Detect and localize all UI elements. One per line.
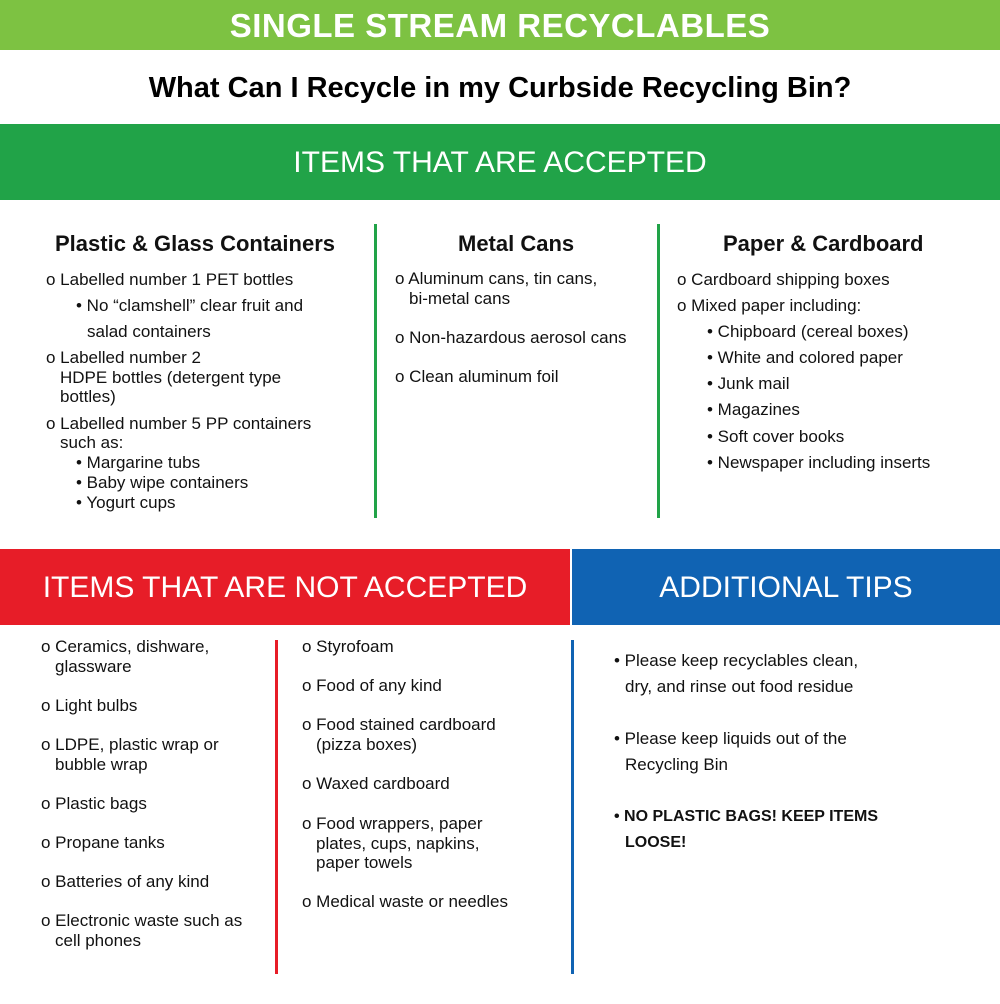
list-item: o Waxed cardboard	[302, 774, 450, 793]
list-item: o Ceramics, dishware,	[41, 637, 210, 656]
list-item: o Labelled number 1 PET bottles	[46, 270, 294, 289]
column-divider	[275, 640, 278, 974]
list-item: o Styrofoam	[302, 637, 394, 656]
list-item: • Chipboard (cereal boxes)	[707, 322, 909, 341]
list-item: HDPE bottles (detergent type	[60, 368, 282, 387]
list-item: • Newspaper including inserts	[707, 453, 931, 472]
paper-cardboard-title: Paper & Cardboard	[723, 231, 924, 256]
list-item: o Non-hazardous aerosol cans	[395, 328, 627, 347]
plastic-glass-title: Plastic & Glass Containers	[55, 231, 335, 256]
page-subtitle: What Can I Recycle in my Curbside Recycling Bin?	[148, 72, 852, 104]
list-item: o Medical waste or needles	[302, 892, 509, 911]
tip-item: • Please keep liquids out of the	[614, 729, 847, 748]
list-item: o Labelled number 2	[46, 348, 202, 367]
list-item: glassware	[55, 657, 132, 676]
list-item: o Labelled number 5 PP containers	[46, 414, 312, 433]
list-item: (pizza boxes)	[316, 735, 418, 754]
list-item: bi-metal cans	[409, 289, 511, 308]
title-banner: SINGLE STREAM RECYCLABLES	[0, 0, 1000, 50]
tip-item: Recycling Bin	[625, 755, 728, 774]
list-item: • Junk mail	[707, 374, 790, 393]
accepted-heading: ITEMS THAT ARE ACCEPTED	[0, 124, 1000, 200]
column-divider	[657, 224, 660, 518]
list-item: o Food of any kind	[302, 676, 442, 695]
list-item: o Light bulbs	[41, 696, 138, 715]
column-divider	[571, 640, 574, 974]
list-item: • Baby wipe containers	[76, 473, 249, 492]
list-item: o Plastic bags	[41, 794, 147, 813]
tip-item: dry, and rinse out food residue	[625, 677, 854, 696]
tip-item-warning: LOOSE!	[625, 834, 687, 851]
list-item: o Mixed paper including:	[677, 296, 862, 315]
list-item: • No “clamshell” clear fruit and	[76, 296, 304, 315]
metal-cans-title: Metal Cans	[458, 231, 575, 256]
list-item: bottles)	[60, 387, 116, 406]
list-item: • Yogurt cups	[76, 493, 176, 512]
list-item: plates, cups, napkins,	[316, 834, 480, 853]
list-item: o Clean aluminum foil	[395, 367, 559, 386]
column-divider	[374, 224, 377, 518]
tip-item: • Please keep recyclables clean,	[614, 651, 859, 670]
list-item: • Margarine tubs	[76, 453, 201, 472]
list-item: • Magazines	[707, 400, 800, 419]
list-item: bubble wrap	[55, 755, 148, 774]
list-item: o Propane tanks	[41, 833, 165, 852]
not-accepted-heading: ITEMS THAT ARE NOT ACCEPTED	[0, 549, 570, 625]
list-item: o Aluminum cans, tin cans,	[395, 269, 598, 288]
list-item: salad containers	[87, 322, 211, 341]
list-item: o LDPE, plastic wrap or	[41, 735, 219, 754]
list-item: o Electronic waste such as	[41, 911, 243, 930]
tip-item-warning: • NO PLASTIC BAGS! KEEP ITEMS	[614, 808, 878, 825]
list-item: cell phones	[55, 931, 142, 950]
list-item: • Soft cover books	[707, 427, 845, 446]
list-item: o Cardboard shipping boxes	[677, 270, 890, 289]
list-item: • White and colored paper	[707, 348, 903, 367]
tips-heading: ADDITIONAL TIPS	[572, 549, 1000, 625]
list-item: paper towels	[316, 853, 413, 872]
list-item: o Batteries of any kind	[41, 872, 210, 891]
list-item: o Food stained cardboard	[302, 715, 496, 734]
list-item: o Food wrappers, paper	[302, 814, 483, 833]
list-item: such as:	[60, 433, 124, 452]
